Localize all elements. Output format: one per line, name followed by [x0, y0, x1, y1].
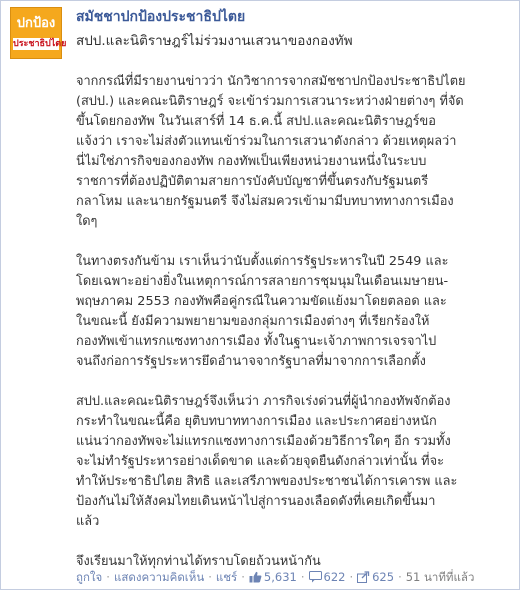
comment-count[interactable]: 622: [323, 570, 346, 584]
comment-bubble-icon: [309, 571, 322, 587]
share-icon: [357, 571, 370, 587]
post-timestamp[interactable]: 51 นาทีที่แล้ว: [405, 570, 475, 584]
avatar-logo-line2: ประชาธิปไตย: [13, 39, 67, 49]
post-body: [76, 72, 506, 572]
post-actions-bar: [76, 569, 516, 587]
share-link[interactable]: แชร์: [215, 570, 238, 584]
like-link[interactable]: ถูกใจ: [76, 570, 103, 584]
page-avatar[interactable]: [10, 7, 67, 59]
avatar-logo-line1: ปกป้อง: [16, 16, 56, 31]
post-paragraph-1: จากกรณีที่มีรายงานข่าวว่า นักวิชาการจากสมัชชาปกป้องประชาธิปไตย (สปป.) และคณะนิติราษฎร์ จะเข้าร่วมการเสวนาระหว่างฝ่ายต่างๆ ที่จัด ขึ้นโดยกองทัพ ในวันเสาร์ที่ 14 ธ.ค.นี้ สปป.และคณะนิติราษฎร์ขอ แจ้งว่า เราจะไม่ส่งตัวแทนเข้าร่วมในการเสวนาดังกล่าว ด้วยเหตุผลว่า นี่ไม่ใช่ภารกิจของกองทัพ กองทัพเป็นเพียงหน่วยงานหนึ่งในระบบ ราชการที่ต้องปฏิบัติตามสายการบังคับบัญชาที่ขึ้นตรงกับรัฐมนตรี กลาโหม และนายกรัฐมนตรี จึงไม่สมควรเข้ามามีบทบาททางการเมือง ใดๆ: [76, 74, 466, 229]
separator: ·: [349, 570, 354, 584]
separator: ·: [208, 570, 212, 584]
separator: ·: [241, 570, 245, 584]
comment-link[interactable]: แสดงความคิดเห็น: [113, 570, 205, 584]
post-paragraph-4: จึงเรียนมาให้ทุกท่านได้ทราบโดยถ้วนหน้ากัน: [76, 554, 321, 569]
share-count[interactable]: 625: [372, 570, 395, 584]
like-count[interactable]: 5,631: [263, 570, 297, 584]
separator: ·: [300, 570, 305, 584]
thumbs-up-icon: [249, 571, 262, 587]
separator: ·: [398, 570, 402, 584]
page-name-link[interactable]: สมัชชาปกป้องประชาธิปไตย: [76, 9, 246, 25]
post-paragraph-3: สปป.และคณะนิติราษฎร์จึงเห็นว่า ภารกิจเร่งด่วนที่ผู้นำกองทัพจักต้อง กระทำในขณะนี้คือ ยุติบทบาททางการเมือง และประกาศอย่างหนัก แน่นว่ากองทัพจะไม่แทรกแซงทางการเมืองด้วยวิธีการใดๆ อีก รวมทั้ง จะไม่ทำรัฐประหารอย่างเด็ดขาด และด้วยจุดยืนดังกล่าวเท่านั้น ที่จะ ทำให้ประชาธิปไตย สิทธิ และเสรีภาพของประชาชนได้การเคารพ และ ป้องกันไม่ให้สังคมไทยเดินหน้าไปสู่การนองเลือดดังที่เคยเกิดขึ้นมา แล้ว: [76, 394, 458, 529]
separator: ·: [106, 570, 110, 584]
post-headline: สปป.และนิติราษฎร์ไม่ร่วมงานเสวนาของกองทัพ: [76, 33, 353, 49]
post-paragraph-2: ในทางตรงกันข้าม เราเห็นว่านับตั้งแต่การรัฐประหารในปี 2549 และ โดยเฉพาะอย่างยิ่งในเหตุการณ์การสลายการชุมนุมในเดือนเมษายน- พฤษภาคม 2553 กองทัพคือคู่กรณีในความขัดแย้งมาโดยตลอด และ ในขณะนี้ ยังมีความพยายามของกลุ่มการเมืองต่างๆ ที่เรียกร้องให้ กองทัพเข้าแทรกแซงทางการเมือง ทั้งในฐานะเจ้าภาพการเจรจาไป จนถึงก่อการรัฐประหารยึดอำนาจจากรัฐบาลที่มาจากการเลือกตั้ง: [76, 254, 449, 369]
